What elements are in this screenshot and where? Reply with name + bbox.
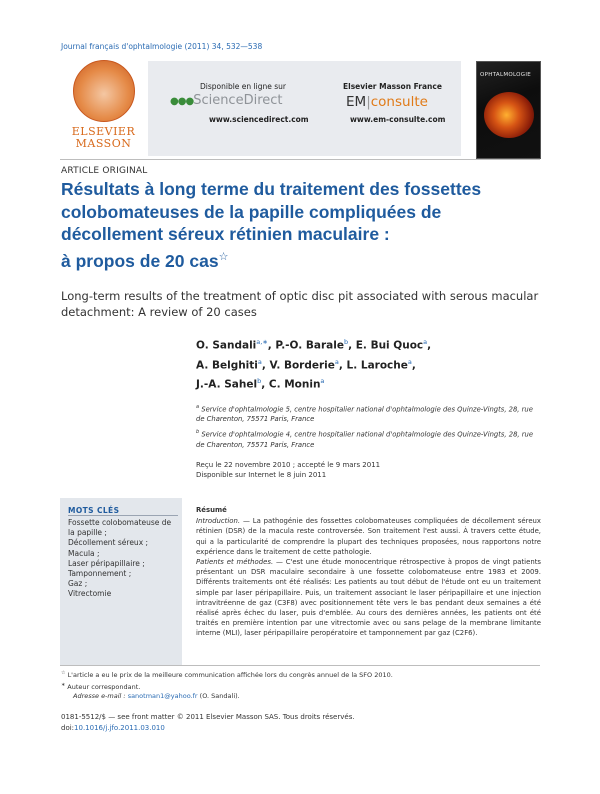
em-consulte-url[interactable]: www.em-consulte.com — [350, 115, 446, 124]
author-name[interactable]: O. Sandali — [196, 339, 257, 352]
author-affil[interactable]: a — [423, 338, 428, 346]
fundus-image-icon — [484, 92, 534, 138]
author-name[interactable]: E. Bui Quoc — [355, 339, 424, 352]
abstract-methods-label: Patients et méthodes. — [196, 558, 274, 567]
journal-cover-thumbnail[interactable] — [476, 61, 541, 159]
keyword-item: Macula ; — [68, 548, 100, 558]
sciencedirect-label: Disponible en ligne sur — [200, 82, 286, 91]
title-line: Résultats à long terme du traitement des fossettes — [61, 179, 482, 199]
journal-reference[interactable]: Journal français d'ophtalmologie (2011) 34, 532—538 — [61, 42, 263, 51]
keywords-divider — [68, 515, 178, 516]
article-title — [61, 178, 541, 272]
abstract-intro-label: Introduction. — [196, 517, 241, 526]
footnote-star: ☆ L'article a eu le prix de la meilleure communication affichée lors du congrès annuel de la SFO 2010. — [61, 670, 393, 680]
keywords-box — [60, 498, 182, 666]
keyword-item: Tamponnement ; — [68, 569, 132, 579]
elsevier-masson-logo — [60, 60, 147, 156]
abstract-intro: Introduction. — La pathogénie des fossettes colobomateuses compliquées de décollement séreux rétinien (DSR) de la macula reste controversée. Son traitement l'est aussi. À travers cette étude, qui a la particularité de comprendre la plupart des techniques proposées, nous rapportons notre expérience dans le traitement de cette pathologie. — [196, 517, 541, 556]
author-name[interactable]: L. Laroche — [346, 359, 408, 371]
title-line-final — [61, 246, 541, 272]
em-logo-right: consulte — [370, 94, 428, 110]
keyword-item: Fossette colobomateuse de la papille ; — [68, 518, 172, 538]
author-list — [196, 334, 541, 393]
article-type: ARTICLE ORIGINAL — [61, 166, 148, 176]
title-footnote-star[interactable]: ☆ — [218, 250, 229, 263]
em-consulte-label: Elsevier Masson France — [343, 82, 442, 91]
sciencedirect-dots-icon: ●●● — [170, 96, 194, 107]
footnote-email: Adresse e-mail : sanotman1@yahoo.fr (O. Sandali). — [73, 692, 240, 701]
footnote-corresponding: ∗ Auteur correspondant. — [61, 681, 141, 691]
keyword-item: Vitrectomie — [68, 589, 112, 599]
author-affil[interactable]: a,∗ — [256, 338, 268, 346]
title-line: à propos de 20 cas — [61, 250, 219, 271]
em-logo-left: EM — [346, 94, 367, 110]
publisher-logo-text: ELSEVIER MASSON — [71, 125, 136, 150]
copyright-block — [61, 712, 541, 733]
author-affil[interactable]: a — [407, 357, 412, 366]
title-line: décollement séreux rétinien maculaire : — [61, 224, 390, 244]
author-name[interactable]: V. Borderie — [269, 359, 335, 371]
keywords-list — [68, 518, 178, 600]
abstract-heading: Résumé — [196, 506, 227, 514]
abstract-methods: Patients et méthodes. — C'est une étude monocentrique rétrospective à propos de vingt patients présentant un DSR maculaire secondaire à une fossette colobomateuse entre 1983 et 2009. Différents traitements ont été réalisés: Les patients au tout début de l'étude ont eu un traitement simple par laser péripapillaire. Puis, un traitement associant le laser péripapillaire et une injection intravitréenne de gaz (C3F8) avec positionnement tête vers le bas pendant deux semaines a été réalisé après échec du laser, puis d'emblée. Au cours des dernières années, les patients ont été traités en première intention par une vitrectomie avec ou sans pelage de la membrane limitante interne (MLI), laser péripapillaire peropératoire et tamponnement par gaz (C2F6). — [196, 558, 541, 638]
author-affil[interactable]: a — [334, 357, 339, 366]
header-divider — [60, 159, 540, 160]
cover-title: OPHTALMOLOGIE — [480, 72, 532, 78]
author-affil[interactable]: a — [257, 357, 262, 366]
affiliations — [196, 402, 541, 453]
keyword-item: Décollement séreux ; — [68, 538, 149, 548]
author-line: J.-A. Sahel$^b$, C. Monin$^a$ — [196, 377, 325, 391]
keyword-item: Laser péripapillaire ; — [68, 558, 145, 568]
footnote-divider — [60, 665, 540, 666]
title-line: colobomateuses de la papille compliquées de — [61, 201, 442, 222]
online-date: Disponible sur Internet le 8 juin 2011 — [196, 471, 327, 479]
author-affil[interactable]: b — [343, 338, 349, 346]
author-affil[interactable]: a — [320, 377, 325, 385]
sciencedirect-url[interactable]: www.sciencedirect.com — [209, 115, 309, 124]
author-name[interactable]: J.-A. Sahel — [196, 378, 258, 391]
keyword-item: Gaz ; — [68, 579, 88, 589]
article-dates — [196, 460, 541, 480]
abstract — [196, 505, 541, 639]
author-name[interactable]: C. Monin — [268, 378, 321, 391]
author-line: A. Belghiti$^a$, V. Borderie$^a$, L. Laroche$^a$, — [196, 357, 416, 371]
sciencedirect-logo[interactable] — [170, 93, 283, 108]
email-link[interactable]: sanotman1@yahoo.fr — [127, 692, 198, 701]
received-date: Reçu le 22 novembre 2010 ; accepté le 9 mars 2011 — [196, 461, 381, 469]
doi-line: doi:10.1016/j.jfo.2011.03.010 — [61, 723, 165, 732]
author-name[interactable]: A. Belghiti — [196, 359, 258, 371]
affiliation-item: $^b$ Service d'ophtalmologie 4, centre hospitalier national d'ophtalmologie des Quinze-Vingts, 28, rue de Charenton, 75571 Paris, France — [196, 429, 533, 449]
affiliation-item: $^a$ Service d'ophtalmologie 5, centre hospitalier national d'ophtalmologie des Quinze-Vingts, 28, rue de Charenton, 75571 Paris, France — [196, 404, 533, 424]
author-name[interactable]: P.-O. Barale — [275, 339, 344, 352]
sciencedirect-logo-text: ScienceDirect — [193, 93, 283, 108]
doi-link[interactable]: 10.1016/j.jfo.2011.03.010 — [74, 723, 165, 732]
em-consulte-logo[interactable]: EM|consulte — [346, 94, 428, 110]
author-affil[interactable]: b — [257, 377, 262, 385]
elsevier-tree-icon — [73, 60, 135, 122]
english-title: Long-term results of the treatment of optic disc pit associated with serous macular detachment: A review of 20 cases — [61, 289, 539, 319]
copyright-line: 0181-5512/$ — see front matter © 2011 Elsevier Masson SAS. Tous droits réservés. — [61, 713, 355, 721]
footnotes — [61, 669, 541, 702]
keywords-title: MOTS CLÉS — [68, 506, 120, 515]
author-line: O. Sandali$^{a,∗}$, P.-O. Barale$^b$, E. Bui Quoc$^a$, — [196, 338, 432, 352]
